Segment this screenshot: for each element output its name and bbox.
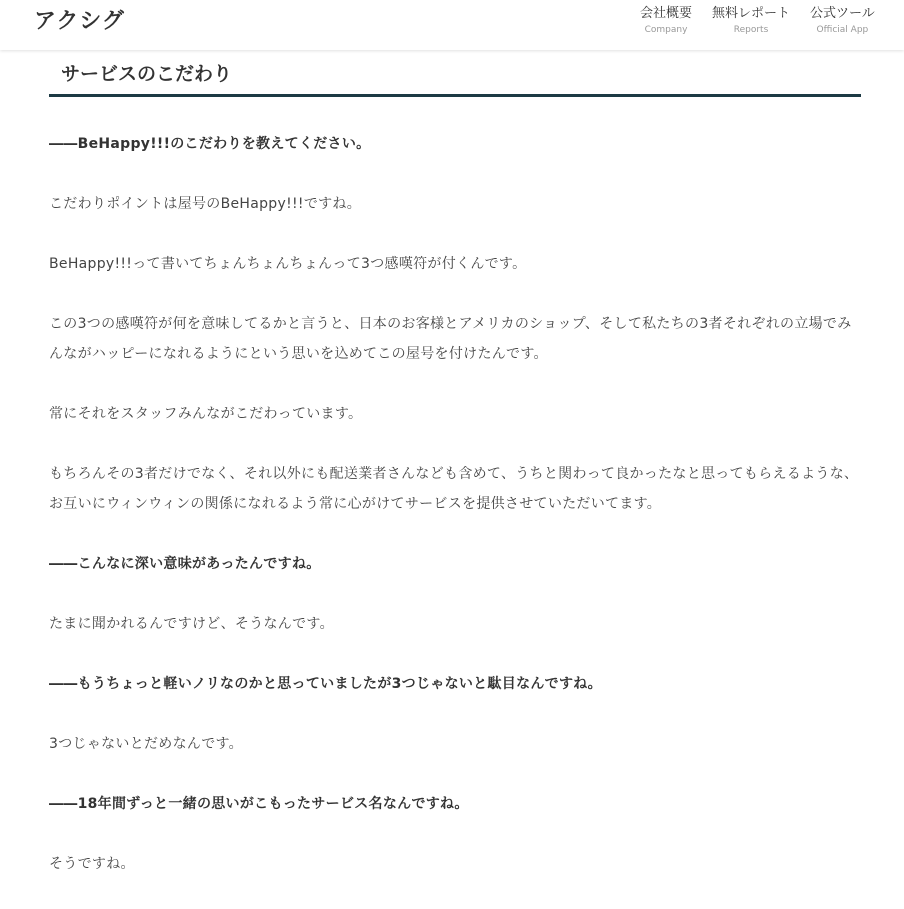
nav-item-official-app[interactable] (810, 6, 875, 37)
section-title: サービスのこだわり (49, 50, 861, 97)
site-header (0, 0, 904, 50)
nav-item-label: 無料レポート (712, 6, 791, 21)
interview-question: ――こんなに深い意味があったんですね。 (49, 556, 321, 572)
interview-answer: たまに聞かれるんですけど、そうなんです。 (49, 616, 334, 632)
nav-item-company[interactable] (640, 6, 692, 37)
nav-item-reports[interactable] (712, 6, 790, 37)
article-body (49, 97, 861, 879)
interview-answer: もちろんその3者だけでなく、それ以外にも配送業者さんなども含めて、うちと関わって良かったなと思ってもらえるような、お互いにウィンウィンの関係になれるよう常に心がけてサービスを提供させていただいてます。 (49, 466, 859, 512)
article-content (49, 50, 861, 909)
interview-answer: こだわりポイントは屋号のBeHappy!!!ですね。 (49, 196, 362, 212)
interview-question: ――18年間ずっと一緒の思いがこもったサービス名なんですね。 (49, 796, 469, 812)
interview-answer: この3つの感嘆符が何を意味してるかと言うと、日本のお客様とアメリカのショップ、そして私たちの3者それぞれの立場でみんながハッピーになれるようにという思いを込めてこの屋号を付けたんです。 (49, 316, 852, 362)
main-nav (640, 6, 895, 37)
nav-item-sublabel: Reports (733, 25, 769, 35)
interview-answer: そうですね。 (49, 856, 135, 872)
nav-item-sublabel: Company (644, 25, 688, 35)
interview-answer: 常にそれをスタッフみんながこだわっています。 (49, 406, 363, 422)
nav-item-sublabel: Official App (816, 25, 869, 35)
interview-question: ――もうちょっと軽いノリなのかと思っていましたが3つじゃないと駄目なんですね。 (49, 676, 602, 692)
interview-answer: 3つじゃないとだめなんです。 (49, 736, 243, 752)
interview-answer: BeHappy!!!って書いてちょんちょんちょんって3つ感嘆符が付くんです。 (49, 256, 527, 272)
nav-item-label: 公式ツール (810, 6, 875, 21)
site-logo[interactable]: アクシグ (34, 9, 125, 34)
nav-item-label: 会社概要 (640, 6, 693, 21)
interview-question: ――BeHappy!!!のこだわりを教えてください。 (49, 136, 371, 152)
